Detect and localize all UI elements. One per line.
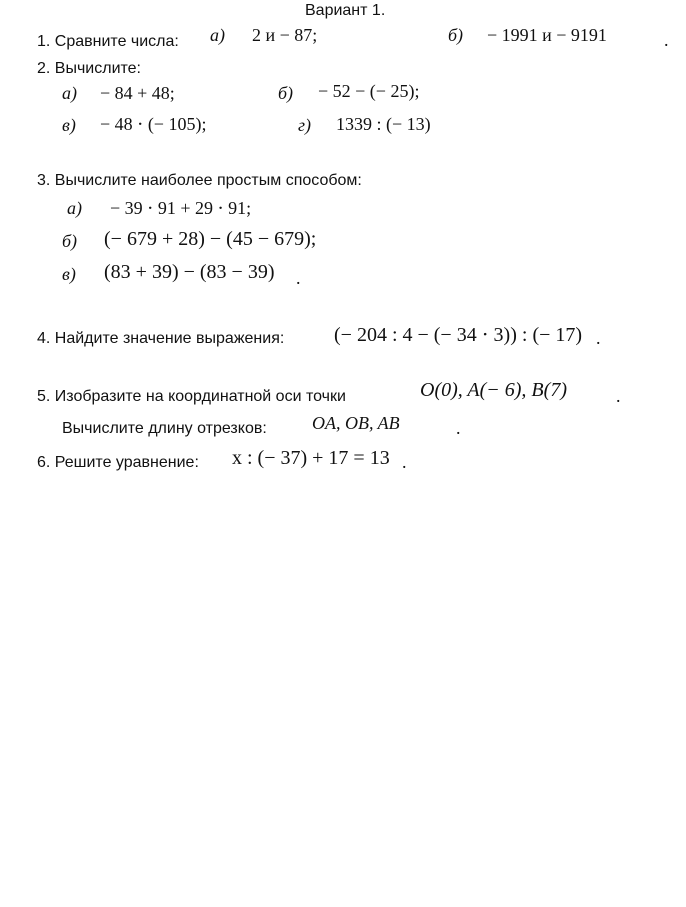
task-5-points: O(0), A(− 6), B(7): [420, 379, 567, 401]
task-5-period: .: [616, 386, 621, 406]
task-3-v-expression: (83 + 39) − (83 − 39): [104, 261, 275, 283]
task-2-b-mark: б): [278, 83, 294, 103]
task-1-b-expression: − 1991 и − 9191: [487, 25, 607, 45]
task-2-label: 2. Вычислите:: [37, 60, 141, 77]
task-1-b-mark: б): [448, 25, 464, 45]
task-3-b-expression: (− 679 + 28) − (45 − 679);: [104, 228, 317, 250]
task-1-label: 1. Сравните числа:: [37, 33, 179, 50]
task-3-period: .: [296, 268, 301, 288]
task-2-a-mark: а): [62, 83, 77, 103]
task-2-a-expression: − 84 + 48;: [100, 83, 175, 103]
task-5-label: 5. Изобразите на координатной оси точки: [37, 388, 346, 405]
task-2-v-mark: в): [62, 115, 76, 135]
task-5-segments: OA, OB, AB: [312, 413, 400, 433]
task-4-label: 4. Найдите значение выражения:: [37, 330, 285, 347]
task-6-label: 6. Решите уравнение:: [37, 454, 199, 471]
task-1-a-expression: 2 и − 87;: [252, 25, 318, 45]
page-title: Вариант 1.: [305, 2, 386, 19]
task-2-v-expression: − 48 ⋅ (− 105);: [100, 114, 207, 134]
task-2-g-expression: 1339 : (− 13): [336, 114, 431, 134]
task-5-period-2: .: [456, 418, 461, 438]
task-3-a-mark: а): [67, 198, 82, 218]
task-3-label: 3. Вычислите наиболее простым способом:: [37, 172, 362, 189]
task-2-g-mark: г): [298, 115, 312, 135]
task-1-period: .: [664, 30, 669, 50]
task-2-b-expression: − 52 − (− 25);: [318, 81, 420, 101]
task-6-period: .: [402, 452, 407, 472]
task-4-expression: (− 204 : 4 − (− 34 ⋅ 3)) : (− 17): [334, 324, 583, 346]
task-4-period: .: [596, 328, 601, 348]
task-6-expression: x : (− 37) + 17 = 13: [232, 447, 390, 469]
task-3-v-mark: в): [62, 264, 76, 284]
task-3-a-expression: − 39 ⋅ 91 + 29 ⋅ 91;: [110, 198, 252, 218]
task-5-line2-label: Вычислите длину отрезков:: [62, 420, 267, 437]
task-3-b-mark: б): [62, 231, 78, 251]
task-1-a-mark: а): [210, 25, 225, 45]
